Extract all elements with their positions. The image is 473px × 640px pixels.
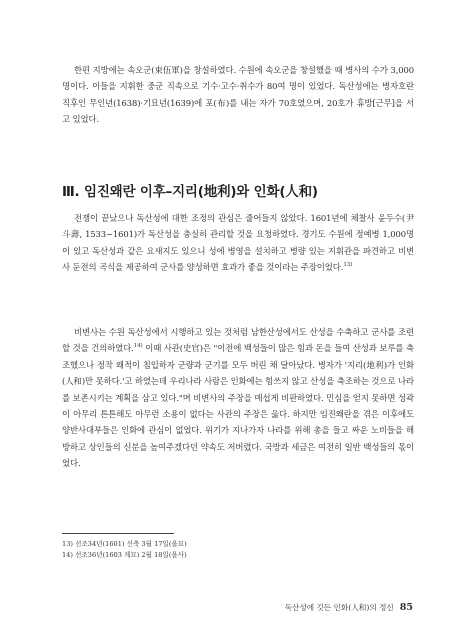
footnote-ref-14[interactable]: 14) bbox=[133, 343, 143, 350]
paragraph-3-text-a: 비변사는 수원 독산성에서 시행하고 있는 것처럼 남한산성에서도 산성을 수축하고 군사를 조련할 것을 건의하였다. bbox=[62, 327, 414, 354]
footnote-13: 13) 선조34년(1601) 신축 3월 17일(을묘) bbox=[62, 540, 187, 548]
paragraph-3 bbox=[62, 324, 414, 472]
footnote-divider bbox=[62, 533, 174, 534]
section-heading: Ⅲ. 임진왜란 이후–지리(地利)와 인화(人和) bbox=[62, 184, 318, 200]
running-title: 독산성에 깃든 인화(人和)의 정신 bbox=[284, 603, 394, 612]
footnotes bbox=[62, 539, 414, 561]
paragraph-1-text: 한편 지방에는 속오군(束伍軍)을 창설하였다. 수원에 속오군을 창설했을 때 병사의 수가 3,000명이다. 이들을 지휘한 중군 직속으로 기수·고수·취수가 80여 명이 있었다. 독산성에는 병자호란 직후인 무인년(1638)·기묘년(1639)에 포(布)를 내는 자가 70호였으며, 20호가 휴방[근무]을 서고 있었다. bbox=[62, 65, 414, 125]
footnote-ref-13[interactable]: 13) bbox=[343, 262, 353, 269]
paragraph-2-text: 전쟁이 끝났으나 독산성에 대한 조정의 관심은 줄어들지 않았다. 1601년에 체찰사 윤두수(尹斗壽, 1533~1601)가 독산성을 충실히 관리할 것을 요청하였다. 경기도 수원에 정예병 1,000명이 있고 독산성과 같은 요새지도 있으니 성에 병영을 설치하고 병량 있는 지휘관을 파견하고 비변사 둔전의 곡식을 제공하여 군사를 양성하면 효과가 좋을 것이라는 주장이었다. bbox=[62, 213, 414, 273]
page-number: 85 bbox=[399, 602, 413, 613]
paragraph-3-text-b: 이때 사관(史官)은 "이전에 백성들이 많은 힘과 돈을 들여 산성과 보루를 축조했으나 정작 왜적이 침입하자 군량과 군기를 모두 버린 채 달아났다. 병자가 '지리(地利)가 인화(人和)만 못하다.'고 하였는데 우리나라 사람은 인화에는 힘쓰지 않고 산성을 축조하는 것으로 나라를 보존시키는 계획을 삼고 있다."며 비변사의 주장을 매섭게 비판하였다. 민심을 얻지 못하면 성곽이 아무리 튼튼해도 아무런 소용이 없다는 사관의 주장은 옳다. 하지만 임진왜란을 겪은 이후에도 양반사대부들은 인화에 관심이 없었다. 위기가 지나가자 나라를 위해 총을 들고 싸운 노비들을 해방하고 상인들의 신분을 높여주겠다던 약속도 저버렸다. 국방과 세금은 여전히 일반 백성들의 몫이었다. bbox=[62, 343, 414, 469]
paragraph-1 bbox=[62, 62, 414, 128]
paragraph-2-body bbox=[62, 210, 414, 276]
footnote-14: 14) 선조36년(1603 계묘) 2월 18일(을사) bbox=[62, 551, 187, 559]
paragraph-2 bbox=[62, 210, 414, 276]
paragraph-3-body bbox=[62, 324, 414, 472]
page-footer bbox=[285, 602, 413, 613]
